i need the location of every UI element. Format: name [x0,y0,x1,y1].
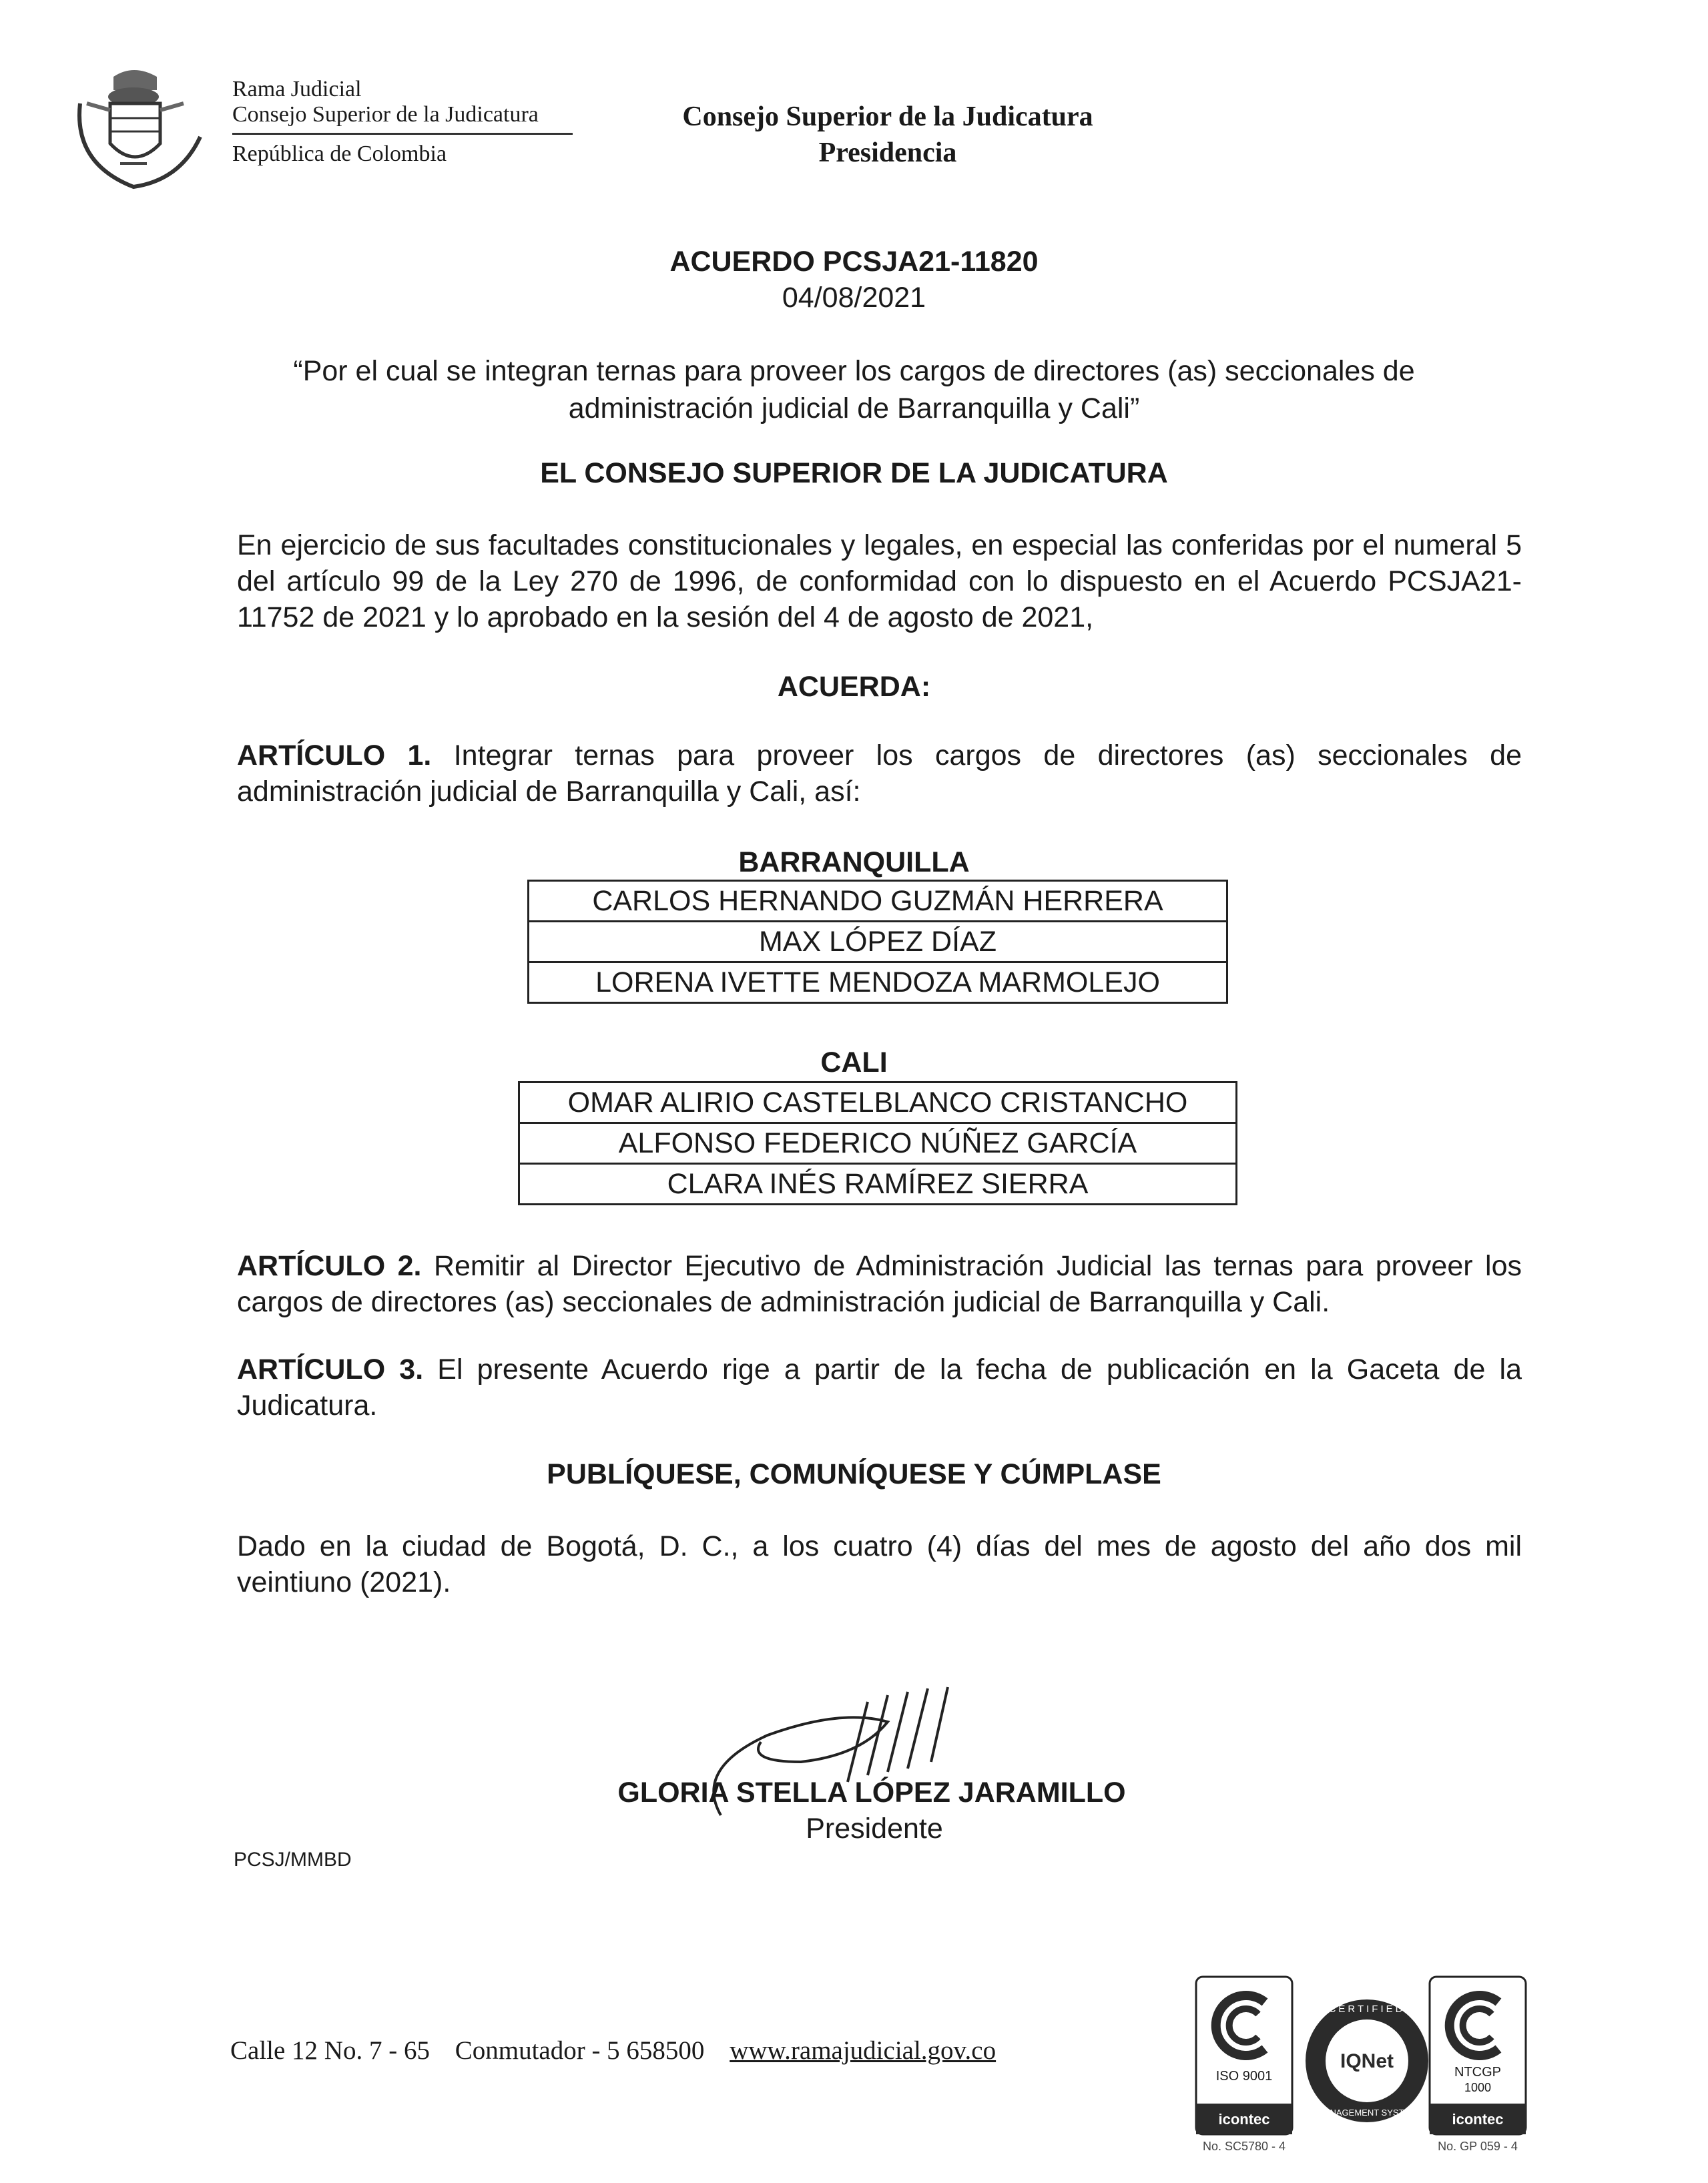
article-2-label: ARTÍCULO 2. [237,1250,422,1282]
candidate-name: ALFONSO FEDERICO NÚÑEZ GARCÍA [519,1123,1237,1164]
article-3 [237,1351,1522,1424]
office-name: Consejo Superior de la Judicatura [682,101,1093,132]
coat-of-arms-seal-icon [67,63,210,197]
terna-table-barranquilla [527,880,1228,1004]
table-row [519,1164,1237,1205]
article-3-label: ARTÍCULO 3. [237,1353,424,1385]
terna-table-cali [518,1081,1237,1205]
dado-paragraph: Dado en la ciudad de Bogotá, D. C., a los cuatro (4) días del mes de agosto del año dos mil veintiuno (2021). [237,1530,1522,1598]
table-row [529,922,1227,962]
subject-line-1: “Por el cual se integran ternas para proveer los cargos de directores (as) seccionales de [293,355,1415,387]
ntcgp-1000-certification [1428,1975,1527,2156]
candidate-name: CLARA INÉS RAMÍREZ SIERRA [519,1164,1237,1205]
footer-phone: Conmutador - 5 658500 [455,2036,705,2065]
ntcgp-label-1: NTCGP [1454,2065,1501,2080]
drafter-initials: PCSJ/MMBD [234,1849,352,1871]
institution-block [232,77,573,167]
candidate-name: MAX LÓPEZ DÍAZ [529,922,1227,962]
iso-label: ISO 9001 [1215,2069,1273,2084]
table-row [519,1082,1237,1123]
org-line-2: Consejo Superior de la Judicatura [232,102,539,127]
iso-9001-certification [1195,1975,1294,2156]
article-1 [237,737,1522,810]
publiquese-heading: PUBLÍQUESE, COMUNÍQUESE Y CÚMPLASE [547,1458,1161,1490]
table-row [519,1123,1237,1164]
iqnet-certification [1300,1994,1434,2128]
terna-title-cali: CALI [820,1046,888,1078]
subject-line-2: administración judicial de Barranquilla y Cali” [568,392,1140,424]
table-row [529,881,1227,922]
iqnet-label: IQNet [1340,2050,1394,2072]
signer-name: GLORIA STELLA LÓPEZ JARAMILLO [617,1777,1126,1809]
article-1-label: ARTÍCULO 1. [237,739,432,771]
ntcgp-cert-number: No. GP 059 - 4 [1438,2140,1518,2153]
article-2-text: Remitir al Director Ejecutivo de Administración Judicial las ternas para proveer los cargos de directores (as) seccionales de administración judicial de Barranquilla y Cali. [237,1250,1522,1318]
issuing-office [601,99,1175,171]
footer-contact [230,2036,996,2066]
iqnet-ring-top: CERTIFIED [1328,2003,1406,2015]
footer-address: Calle 12 No. 7 - 65 [230,2036,430,2065]
ntcgp-brand: icontec [1452,2111,1504,2128]
org-line-1: Rama Judicial [232,77,362,101]
article-1-text: Integrar ternas para proveer los cargos de directores (as) seccionales de administración judicial de Barranquilla y Cali, así: [237,739,1522,808]
candidate-name: OMAR ALIRIO CASTELBLANCO CRISTANCHO [519,1082,1237,1123]
org-line-3: República de Colombia [232,141,447,166]
document-title: ACUERDO PCSJA21-11820 [669,246,1039,278]
table-row [529,962,1227,1003]
terna-title-barranquilla: BARRANQUILLA [738,846,970,878]
acuerda-heading: ACUERDA: [777,671,931,703]
council-heading: EL CONSEJO SUPERIOR DE LA JUDICATURA [540,457,1168,489]
article-2 [237,1248,1522,1320]
signer-title: Presidente [806,1813,943,1845]
office-division: Presidencia [818,137,957,168]
preamble-paragraph: En ejercicio de sus facultades constitucionales y legales, en especial las conferidas por el numeral 5 del artículo 99 de la Ley 270 de 1996, de conformidad con lo dispuesto en el Acuerdo PCSJA21-11752 de 2021 y lo aprobado en la sesión del 4 de agosto de 2021, [237,529,1522,633]
footer-website-link[interactable]: www.ramajudicial.gov.co [730,2036,997,2065]
candidate-name: LORENA IVETTE MENDOZA MARMOLEJO [529,962,1227,1003]
iso-brand: icontec [1218,2111,1270,2128]
iqnet-ring-bottom: MANAGEMENT SYSTEM [1316,2108,1417,2118]
header-divider [232,133,573,135]
document-date: 04/08/2021 [782,282,926,314]
article-3-text: El presente Acuerdo rige a partir de la fecha de publicación en la Gaceta de la Judicatura. [237,1353,1522,1422]
document-subject [0,352,1708,427]
iso-cert-number: No. SC5780 - 4 [1202,2140,1286,2153]
ntcgp-label-2: 1000 [1464,2081,1492,2094]
candidate-name: CARLOS HERNANDO GUZMÁN HERRERA [529,881,1227,922]
